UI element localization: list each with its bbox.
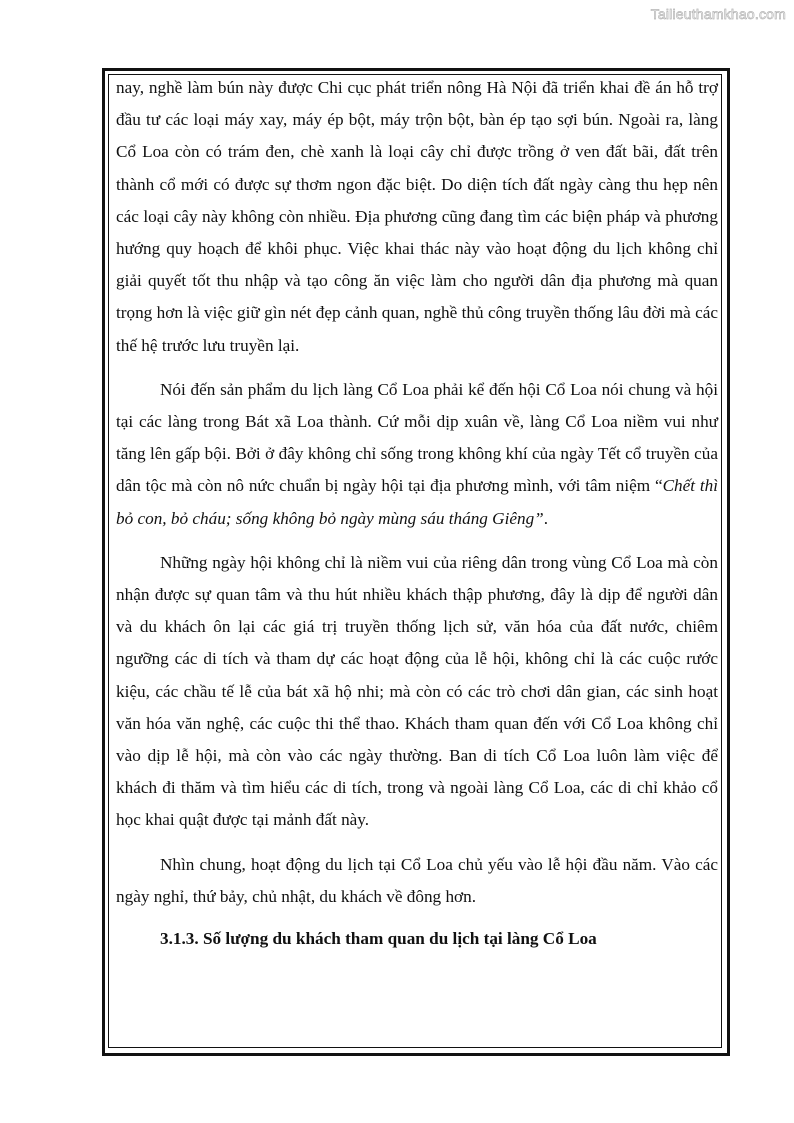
paragraph-3: Những ngày hội không chỉ là niềm vui của riêng dân trong vùng Cổ Loa mà còn nhận được sự quan tâm và thu hút nhiều khách thập phương, đây là dịp để người dân và du khách ôn lại các giá trị truyền thống lịch sử, văn hóa của đất nước, chiêm ngưỡng các di tích và tham dự các hoạt động của lễ hội, không chỉ là các cuộc rước kiệu, các chầu tế lễ của bát xã hộ nhi; mà còn có các trò chơi dân gian, các sinh hoạt văn hóa văn nghệ, các cuộc thi thể thao. Khách tham quan đến với Cổ Loa không chỉ vào dịp lễ hội, mà còn vào các ngày thường. Ban di tích Cổ Loa luôn làm việc để khách đi thăm và tìm hiểu các di tích, trong và ngoài làng Cổ Loa, các di chỉ khảo cổ học khai quật được tại mảnh đất này. (116, 552, 718, 830)
paragraph-4: Nhìn chung, hoạt động du lịch tại Cổ Loa chủ yếu vào lễ hội đầu năm. Vào các ngày nghỉ, thứ bảy, chủ nhật, du khách về đông hơn. (116, 854, 718, 906)
paragraph-2-text: Nói đến sản phẩm du lịch làng Cổ Loa phải kể đến hội Cổ Loa nói chung và hội tại các làng trong Bát xã Loa thành. Cứ mỗi dịp xuân về, làng Cổ Loa niềm vui như tăng lên gấp bội. Bởi ở đây không chỉ sống trong không khí của ngày Tết cổ truyền của dân tộc mà còn nô nức chuẩn bị ngày hội tại địa phương mình, với tâm niệm “ (116, 379, 718, 496)
paragraph-2-quote: Chết thì bỏ con, bỏ cháu; sống không bỏ ngày mùng sáu tháng Giêng” (116, 476, 719, 528)
watermark-text: Tailieuthamkhao.com (650, 6, 786, 22)
document-body (116, 72, 718, 967)
section-heading: 3.1.3. Số lượng du khách tham quan du lịch tại làng Cổ Loa (160, 929, 597, 949)
paragraph-1: nay, nghề làm bún này được Chi cục phát triển nông Hà Nội đã triển khai đề án hỗ trợ đầu tư các loại máy xay, máy ép bột, máy trộn bột, bàn ép tạo sợi bún. Ngoài ra, làng Cổ Loa còn có trám đen, chè xanh là loại cây chỉ được trồng ở ven đất bãi, đất trên thành cổ mới có được sự thơm ngon đặc biệt. Do diện tích đất ngày càng thu hẹp nên các loại cây này không còn nhiều. Địa phương cũng đang tìm các biện pháp và phương hướng quy hoạch để khôi phục. Việc khai thác này vào hoạt động du lịch không chỉ giải quyết tốt thu nhập và tạo công ăn việc làm cho người dân địa phương mà quan trọng hơn là việc giữ gìn nét đẹp cảnh quan, nghề thủ công truyền thống lâu đời mà các thế hệ trước lưu truyền lại. (116, 78, 718, 355)
paragraph-2-end: . (543, 508, 549, 528)
paragraph-2 (116, 374, 718, 535)
